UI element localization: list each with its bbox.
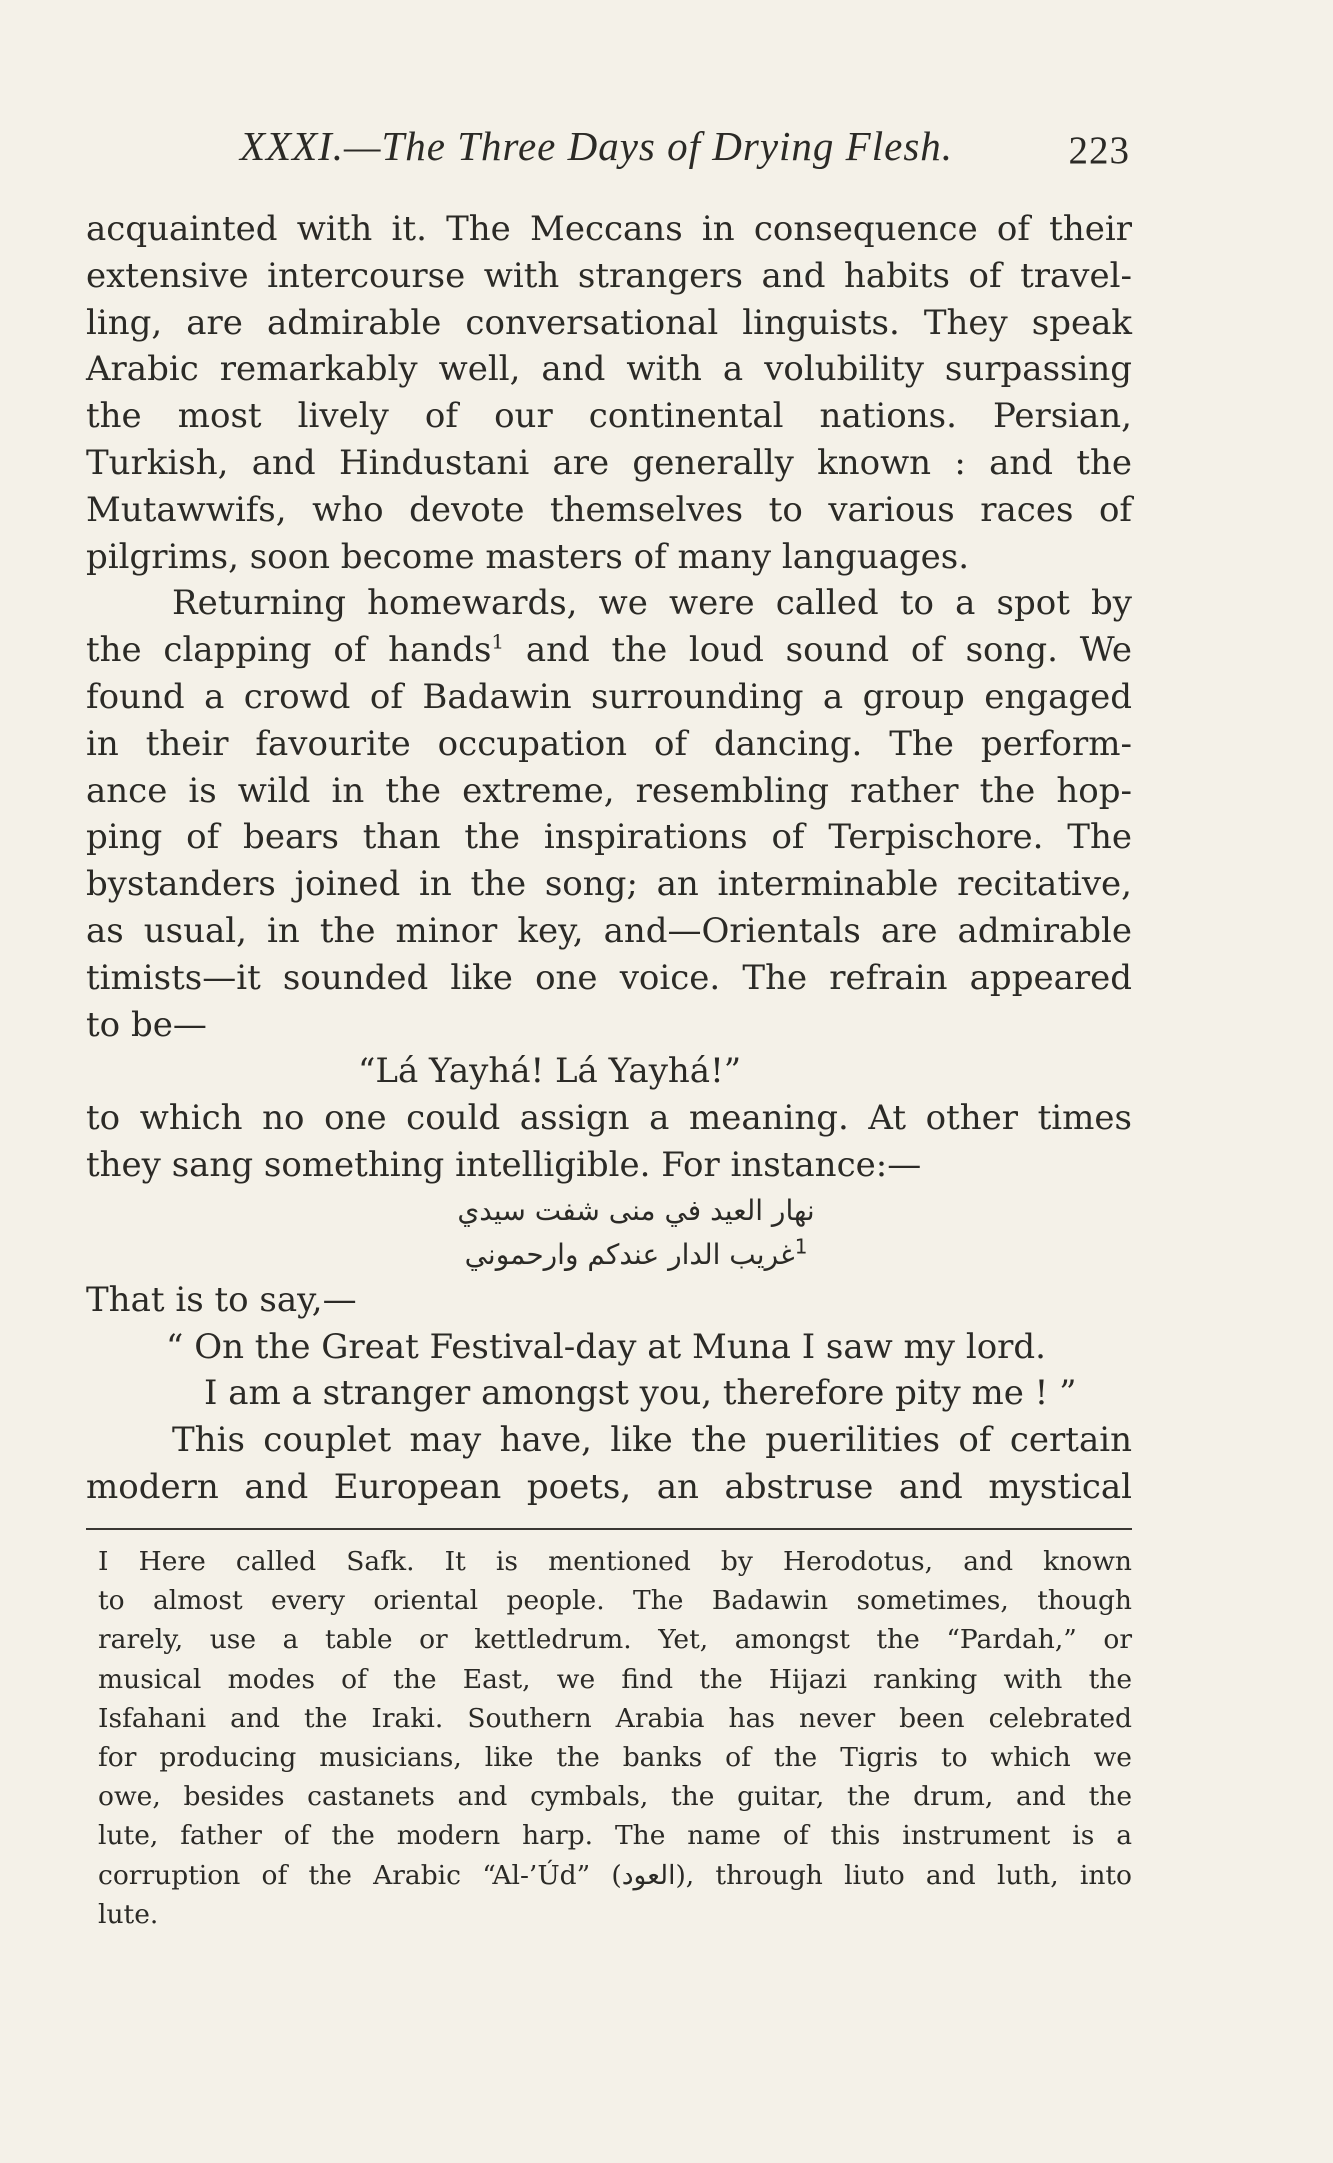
footnote xyxy=(98,1542,1132,1934)
text-line: ping of bears than the inspirations of Terpischore. The xyxy=(86,817,1132,858)
text-line: timists—it sounded like one voice. The refrain appeared xyxy=(86,957,1132,998)
text-fragment: the clapping of hands xyxy=(86,630,492,671)
footnote-line: lute. xyxy=(98,1898,159,1930)
text-line: ling, are admirable conversational linguists. They speak xyxy=(86,302,1132,343)
running-header xyxy=(240,122,1130,170)
text-line: Turkish, and Hindustani are generally known : and the xyxy=(86,442,1132,483)
text-line: acquainted with it. The Meccans in consequence of their xyxy=(86,209,1132,249)
arabic-verse-line-2 xyxy=(376,1233,896,1277)
text-line: modern and European poets, an abstruse and mystical xyxy=(86,1466,1132,1507)
footnote-line: Isfahani and the Iraki. Southern Arabia has never been celebrated xyxy=(98,1702,1132,1734)
translation-line-1: “ On the Great Festival-day at Muna I saw my lord. xyxy=(166,1326,1046,1367)
text-line: to which no one could assign a meaning. At other times xyxy=(86,1098,1132,1139)
text-line: in their favourite occupation of dancing. The perform- xyxy=(86,723,1132,764)
text-line: extensive intercourse with strangers and habits of travel- xyxy=(86,255,1132,296)
text-line: as usual, in the minor key, and—Orientals are admirable xyxy=(86,910,1132,951)
text-line: Returning homewards, we were called to a spot by xyxy=(172,583,1132,624)
text-line: Arabic remarkably well, and with a volubility surpassing xyxy=(86,349,1132,390)
footnote-line: rarely, use a table or kettledrum. Yet, amongst the “Pardah,” or xyxy=(98,1624,1132,1656)
footnote-line: musical modes of the East, we find the Hijazi ranking with the xyxy=(98,1663,1132,1695)
text-line: the most lively of our continental nations. Persian, xyxy=(86,396,1132,437)
main-text xyxy=(86,206,1132,1511)
arabic-verse-text: غريب الدار عندكم وارحموني xyxy=(464,1237,795,1271)
text-line: That is to say,— xyxy=(86,1279,357,1320)
footnote-divider xyxy=(86,1528,1132,1530)
text-line: bystanders joined in the song; an interminable recitative, xyxy=(86,864,1132,905)
refrain: “Lá Yayhá! Lá Yayhá!” xyxy=(358,1051,742,1092)
footnote-line: I Here called Safk. It is mentioned by Herodotus, and known xyxy=(98,1546,1132,1577)
footnote-line: owe, besides castanets and cymbals, the guitar, the drum, and the xyxy=(98,1781,1132,1813)
text-line-with-note xyxy=(86,627,1132,674)
text-fragment: and the loud sound of song. We xyxy=(504,630,1132,671)
text-line: to be— xyxy=(86,1004,207,1045)
text-line: found a crowd of Badawin surrounding a group engaged xyxy=(86,676,1132,717)
footnote-line: for producing musicians, like the banks of the Tigris to which we xyxy=(98,1742,1132,1774)
text-line: pilgrims, soon become masters of many languages. xyxy=(86,536,970,577)
running-title: XXXI.—The Three Days of Drying Flesh. xyxy=(240,123,954,169)
text-line: This couplet may have, like the puerilities of certain xyxy=(172,1420,1132,1461)
text-line: ance is wild in the extreme, resembling rather the hop- xyxy=(86,770,1132,811)
footnote-line: corruption of the Arabic “Al-’Úd” (العود), through liuto and luth, into xyxy=(98,1859,1132,1891)
text-line: they sang something intelligible. For instance:— xyxy=(86,1144,922,1185)
translation-line-2: I am a stranger amongst you, therefore pity me ! ” xyxy=(204,1373,1077,1414)
footnote-line: to almost every oriental people. The Badawin sometimes, though xyxy=(98,1585,1132,1617)
arabic-verse-line-1: نهار العيد في منى شفت سيدي xyxy=(457,1193,815,1227)
page-number: 223 xyxy=(1068,129,1130,172)
footnote-line: lute, father of the modern harp. The name of this instrument is a xyxy=(98,1820,1132,1852)
text-line: Mutawwifs, who devote themselves to various races of xyxy=(86,489,1132,530)
footnote-marker: 1 xyxy=(491,629,505,654)
footnote-marker: 1 xyxy=(794,1234,808,1259)
